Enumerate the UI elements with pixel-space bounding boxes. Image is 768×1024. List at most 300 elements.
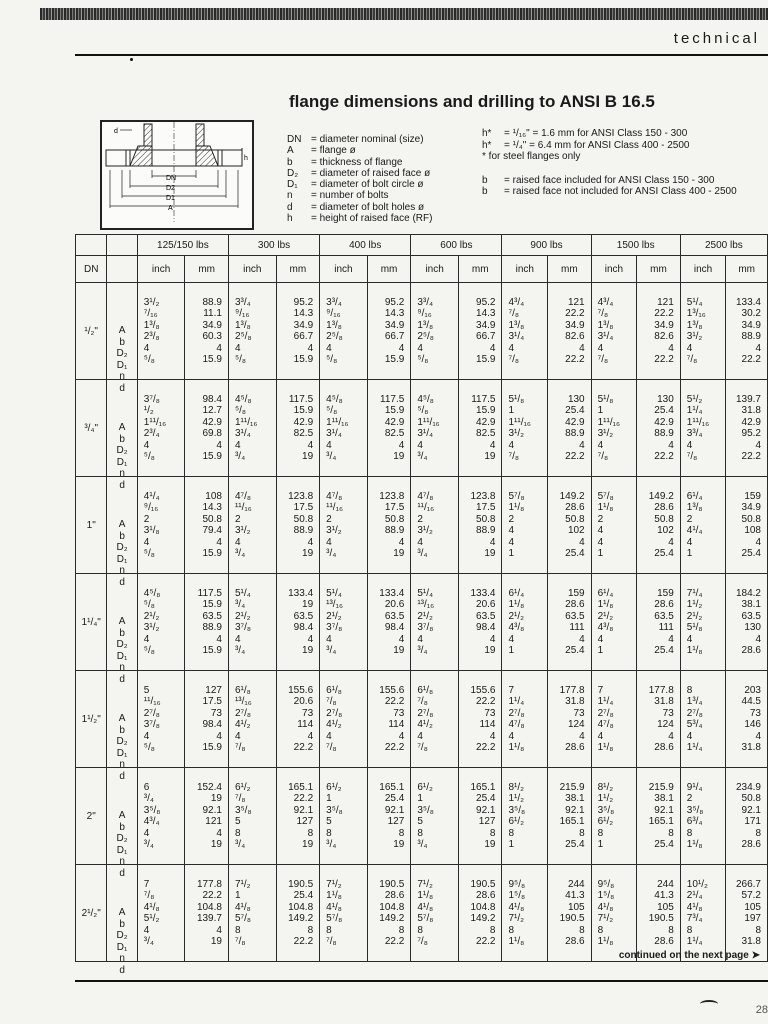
- inch-values-cell: [502, 671, 548, 768]
- table-cell-value: 19: [484, 451, 496, 462]
- table-cell-value: 8: [307, 924, 314, 936]
- table-cell-value: 4: [234, 536, 241, 548]
- table-cell-value: 139.7: [196, 913, 222, 924]
- table-cell-value: 8: [755, 827, 761, 839]
- table-cell-value: 88.9: [202, 296, 222, 308]
- section-label: technical: [673, 30, 760, 47]
- table-cell-value: 2⁷/₈: [508, 707, 525, 719]
- param-label: A: [118, 616, 126, 628]
- table-cell-value: 92.1: [476, 804, 496, 816]
- table-cell-value: 4: [398, 536, 405, 548]
- table-cell-value: 2¹/₂: [417, 610, 433, 622]
- param-labels-cell: [107, 865, 137, 976]
- mm-values-cell: [637, 768, 681, 865]
- table-cell-value: ¹³/₁₆: [234, 696, 252, 707]
- page-title: flange dimensions and drilling to ANSI B 16.5: [289, 92, 655, 111]
- mm-values-cell: [276, 380, 320, 477]
- table-cell-value: 22.2: [202, 890, 222, 901]
- unit-inch-header: inch: [228, 256, 276, 283]
- table-cell-value: 15.9: [476, 354, 496, 365]
- table-cell-value: 1¹/₄: [686, 936, 703, 947]
- table-cell-value: ⁹/₁₆: [417, 308, 432, 319]
- table-cell-value: 4: [597, 439, 604, 451]
- table-cell-value: 8: [597, 827, 604, 839]
- inch-values-cell: [411, 865, 459, 962]
- corner-cell: [76, 235, 107, 256]
- table-cell-value: 102: [657, 525, 674, 536]
- table-cell-value: 6¹/₄: [508, 587, 525, 599]
- table-cell-value: ³/₄: [417, 645, 428, 656]
- table-cell-value: 4: [508, 633, 515, 645]
- table-cell-value: 95.2: [476, 296, 496, 308]
- param-label: n: [119, 856, 125, 868]
- mm-values-cell: [548, 477, 592, 574]
- table-cell-value: 5¹/₄: [234, 587, 251, 599]
- table-cell-value: 1¹¹/₁₆: [326, 416, 349, 428]
- table-cell-value: 4: [326, 536, 332, 548]
- table-cell-value: 8: [668, 924, 674, 936]
- unit-inch-header: inch: [137, 256, 185, 283]
- table-cell-value: 121: [205, 816, 222, 827]
- inch-values-cell: [502, 380, 548, 477]
- table-cell-value: ³/₄: [143, 793, 154, 804]
- table-cell-value: 4: [398, 730, 405, 742]
- table-cell-value: 111: [569, 622, 585, 633]
- table-cell-value: 2¹/₂: [508, 610, 525, 622]
- table-cell-value: 4: [307, 439, 314, 451]
- legend-item: d = diameter of bolt holes ø: [287, 201, 425, 213]
- table-cell-value: 155.6: [379, 684, 405, 696]
- table-cell-value: 57.2: [741, 890, 761, 901]
- table-cell-value: 4: [579, 730, 585, 742]
- unit-mm-header: mm: [548, 256, 592, 283]
- table-cell-value: 190.5: [288, 878, 314, 890]
- table-cell-value: 98.4: [293, 622, 314, 633]
- param-label: D₁: [116, 650, 128, 662]
- param-label: b: [119, 821, 125, 833]
- table-cell-value: 8¹/₂: [597, 781, 614, 793]
- table-cell-value: 19: [210, 936, 222, 947]
- table-cell-value: 4: [326, 633, 332, 645]
- mm-values-cell: [458, 574, 502, 671]
- param-label: n: [119, 371, 125, 383]
- table-cell-value: ³/₄: [326, 548, 337, 559]
- table-cell-value: 165.1: [648, 816, 674, 827]
- mm-values-cell: [726, 768, 768, 865]
- inch-values-cell: [137, 865, 185, 962]
- table-cell-value: ⁵/₈: [143, 645, 155, 656]
- table-cell-value: ⁷/₈: [597, 308, 609, 319]
- inch-values-cell: [591, 768, 637, 865]
- table-cell-value: 2: [143, 513, 150, 525]
- table-cell-value: 42.9: [384, 416, 405, 428]
- table-cell-value: ³/₄: [234, 839, 246, 850]
- table-cell-value: 22.2: [654, 308, 674, 319]
- table-cell-value: 15.9: [293, 354, 314, 365]
- table-cell-value: 4: [686, 633, 693, 645]
- table-cell-value: 4: [417, 439, 423, 451]
- table-cell-value: 215.9: [559, 781, 585, 793]
- table-cell-value: 34.9: [741, 319, 761, 331]
- param-labels-cell: [107, 671, 137, 782]
- table-cell-value: 28.6: [565, 599, 585, 610]
- inch-values-cell: [137, 671, 185, 768]
- table-cell-value: 108: [744, 525, 761, 536]
- mm-values-cell: [726, 865, 768, 962]
- table-cell-value: ⁵/₈: [143, 354, 155, 365]
- note-h-400-2500: h* = ¹/₄" = 6.4 mm for ANSI Class 400 - 2500: [482, 139, 690, 151]
- table-cell-value: 4: [508, 525, 515, 536]
- table-cell-value: 159: [657, 587, 674, 599]
- inch-values-cell: [411, 671, 459, 768]
- mm-values-cell: [458, 768, 502, 865]
- mm-values-cell: [367, 477, 411, 574]
- table-cell-value: 63.5: [202, 610, 222, 622]
- table-cell-value: 19: [393, 645, 405, 656]
- table-cell-value: 105: [657, 901, 674, 913]
- inch-values-cell: [411, 768, 459, 865]
- table-cell-value: 5⁷/₈: [326, 913, 343, 924]
- table-cell-value: 4: [143, 439, 150, 451]
- unit-mm-header: mm: [367, 256, 411, 283]
- inch-values-cell: [591, 574, 637, 671]
- class-header: 600 lbs: [411, 235, 502, 256]
- table-cell-value: 1: [417, 793, 423, 804]
- table-cell-value: 41.3: [654, 890, 674, 901]
- table-cell-value: ¹³/₁₆: [417, 599, 435, 610]
- table-cell-value: 4: [234, 439, 241, 451]
- param-label: D₁: [116, 747, 128, 759]
- table-cell-value: 104.8: [379, 901, 405, 913]
- table-cell-value: 95.2: [741, 428, 761, 439]
- table-cell-value: 4: [489, 730, 496, 742]
- table-cell-value: 4: [216, 342, 222, 354]
- table-cell-value: 15.9: [202, 451, 222, 462]
- table-cell-value: 1: [508, 405, 515, 416]
- table-cell-value: 28.6: [476, 890, 496, 901]
- table-cell-value: 25.4: [654, 645, 674, 656]
- table-cell-value: 8: [668, 827, 674, 839]
- table-cell-value: 4: [417, 342, 423, 354]
- table-cell-value: 8: [597, 924, 604, 936]
- table-cell-value: 1¹¹/₁₆: [143, 416, 167, 428]
- table-cell-value: 4: [508, 439, 515, 451]
- param-label: A: [118, 713, 126, 725]
- table-cell-value: 31.8: [654, 696, 674, 707]
- table-cell-value: 88.9: [384, 525, 405, 536]
- table-cell-value: ¹¹/₁₆: [234, 502, 252, 513]
- table-cell-value: 8: [686, 924, 693, 936]
- param-labels-cell: [107, 283, 137, 394]
- table-cell-value: 22.2: [565, 354, 585, 365]
- table-cell-value: 44.5: [741, 696, 761, 707]
- table-cell-value: 28.6: [565, 742, 585, 753]
- table-cell-value: 123.8: [288, 490, 314, 502]
- table-cell-value: 92.1: [293, 804, 314, 816]
- note-h-150-300: h* = ¹/₁₆" = 1.6 mm for ANSI Class 150 - 300: [482, 128, 688, 139]
- inch-values-cell: [411, 380, 459, 477]
- table-cell-value: 88.9: [565, 428, 585, 439]
- inch-values-cell: [680, 768, 726, 865]
- table-cell-value: 8: [489, 924, 496, 936]
- table-cell-value: 19: [302, 599, 314, 610]
- table-cell-value: 266.7: [735, 878, 761, 890]
- param-label: A: [118, 325, 126, 337]
- table-cell-value: 4: [216, 827, 222, 839]
- table-cell-value: 2⁵/₈: [326, 331, 343, 342]
- table-cell-value: 73: [662, 707, 674, 719]
- class-header: 2500 lbs: [680, 235, 767, 256]
- table-cell-value: 4¹/₈: [326, 901, 342, 913]
- table-cell-value: 4: [307, 342, 314, 354]
- param-label: d: [119, 964, 125, 976]
- table-cell-value: 2⁷/₈: [326, 707, 343, 719]
- mm-values-cell: [637, 380, 681, 477]
- table-cell-value: ⁵/₈: [234, 354, 247, 365]
- table-cell-value: 5: [326, 816, 332, 827]
- inch-values-cell: [320, 574, 368, 671]
- table-cell-value: 4: [508, 536, 515, 548]
- table-cell-value: 1¹/₂: [686, 599, 703, 610]
- corner-cell: [107, 235, 137, 256]
- table-cell-value: 79.4: [202, 525, 222, 536]
- table-cell-value: 102: [567, 525, 585, 536]
- table-cell-value: 42.9: [476, 416, 496, 428]
- table-cell-value: 63.5: [293, 610, 314, 622]
- table-cell-value: 73: [484, 707, 496, 719]
- table-cell-value: 123.8: [379, 490, 405, 502]
- table-cell-value: 4¹/₄: [143, 490, 160, 502]
- table-cell-value: ³/₄: [234, 599, 246, 610]
- table-cell-value: 22.2: [565, 451, 585, 462]
- table-cell-value: 4: [417, 536, 423, 548]
- inch-values-cell: [137, 380, 185, 477]
- inch-values-cell: [137, 283, 185, 380]
- table-cell-value: 2³/₄: [143, 428, 160, 439]
- mm-values-cell: [726, 671, 768, 768]
- table-cell-value: 7¹/₂: [508, 913, 525, 924]
- table-cell-value: 1¹/₂: [597, 793, 614, 804]
- table-cell-value: 2¹/₂: [234, 610, 251, 622]
- table-cell-value: ⁷/₈: [326, 696, 337, 707]
- table-cell-value: 4: [686, 730, 693, 742]
- table-cell-value: 2⁷/₈: [143, 707, 160, 719]
- table-cell-value: ⁵/₈: [326, 405, 338, 416]
- table-cell-value: 88.9: [741, 331, 761, 342]
- table-cell-value: 105: [567, 901, 585, 913]
- table-cell-value: 2: [326, 513, 332, 525]
- table-cell-value: 42.9: [202, 416, 222, 428]
- table-cell-value: ³/₄: [417, 451, 428, 462]
- table-cell-value: ⁵/₈: [143, 548, 155, 559]
- class-header: 400 lbs: [320, 235, 411, 256]
- table-cell-value: 4³/₈: [597, 622, 614, 633]
- param-label: d: [119, 673, 125, 685]
- table-cell-value: 19: [393, 839, 405, 850]
- table-cell-value: 4: [143, 633, 150, 645]
- table-cell-value: 25.4: [293, 890, 314, 901]
- mm-values-cell: [367, 574, 411, 671]
- table-cell-value: 92.1: [654, 804, 674, 816]
- table-cell-value: 4: [143, 827, 150, 839]
- table-cell-value: 3¹/₂: [686, 331, 703, 342]
- table-cell-value: 3⁵/₈: [143, 804, 161, 816]
- table-cell-value: 3⁵/₈: [234, 804, 252, 816]
- table-cell-value: 8: [579, 924, 585, 936]
- table-cell-value: 1³/₄: [686, 696, 703, 707]
- table-cell-value: 73: [302, 707, 314, 719]
- table-cell-value: ⁵/₈: [417, 405, 429, 416]
- table-cell-value: 19: [302, 839, 314, 850]
- table-cell-value: ³/₄: [417, 548, 428, 559]
- table-cell-value: 34.9: [741, 502, 761, 513]
- table-cell-value: 5: [143, 684, 150, 696]
- table-cell-value: 8¹/₂: [508, 781, 525, 793]
- table-row: [76, 477, 768, 574]
- table-cell-value: 73: [393, 707, 405, 719]
- unit-inch-header: inch: [411, 256, 459, 283]
- table-cell-value: 2: [508, 513, 515, 525]
- param-label: b: [119, 724, 125, 736]
- table-cell-value: 4: [326, 439, 332, 451]
- table-cell-value: 82.5: [293, 428, 314, 439]
- table-cell-value: 8: [398, 827, 405, 839]
- table-cell-value: 1: [326, 793, 332, 804]
- table-cell-value: 30.2: [741, 308, 761, 319]
- table-cell-value: 8: [686, 684, 693, 696]
- table-cell-value: 19: [302, 548, 314, 559]
- table-cell-value: 4⁷/₈: [508, 719, 525, 730]
- table-cell-value: ⁷/₈: [234, 936, 246, 947]
- table-cell-value: 4: [234, 633, 241, 645]
- mm-values-cell: [367, 865, 411, 962]
- table-cell-value: 25.4: [741, 548, 761, 559]
- table-cell-value: 15.9: [476, 405, 496, 416]
- table-cell-value: 133.4: [288, 587, 314, 599]
- mm-values-cell: [458, 380, 502, 477]
- table-cell-value: 4⁵/₈: [326, 393, 343, 405]
- table-cell-value: 66.7: [476, 331, 496, 342]
- table-cell-value: 17.5: [476, 502, 496, 513]
- table-cell-value: 159: [567, 587, 585, 599]
- table-cell-value: 50.8: [565, 513, 585, 525]
- table-cell-value: 3¹/₂: [417, 525, 433, 536]
- table-cell-value: 9⁵/₈: [508, 878, 526, 890]
- table-cell-value: 92.1: [741, 804, 761, 816]
- table-cell-value: 4: [234, 342, 241, 354]
- table-cell-value: 7¹/₂: [417, 878, 433, 890]
- diagram-label-d1: D1: [166, 195, 175, 202]
- table-cell-value: ⁷/₈: [417, 936, 428, 947]
- table-row: [76, 574, 768, 671]
- table-cell-value: 4: [686, 439, 693, 451]
- table-cell-value: 4: [755, 536, 761, 548]
- table-cell-value: 4: [398, 342, 405, 354]
- legend-item: n = number of bolts: [287, 190, 389, 202]
- table-cell-value: 50.8: [654, 513, 674, 525]
- table-cell-value: 111: [658, 622, 674, 633]
- table-cell-value: 19: [393, 451, 405, 462]
- table-cell-value: 63.5: [741, 610, 761, 622]
- table-cell-value: 184.2: [735, 587, 761, 599]
- table-cell-value: 4: [579, 633, 585, 645]
- table-cell-value: 3⁷/₈: [417, 622, 434, 633]
- mm-values-cell: [548, 768, 592, 865]
- table-cell-value: 4⁷/₈: [417, 490, 434, 502]
- inch-values-cell: [228, 865, 276, 962]
- table-cell-value: 6¹/₈: [417, 684, 434, 696]
- table-cell-value: 4: [597, 342, 604, 354]
- table-cell-value: 3¹/₂: [143, 622, 160, 633]
- table-cell-value: 4: [216, 730, 222, 742]
- table-cell-value: 5¹/₂: [143, 913, 160, 924]
- note-steel: * for steel flanges only: [482, 151, 581, 162]
- table-cell-value: 8: [686, 827, 693, 839]
- table-cell-value: 1¹/₈: [597, 936, 614, 947]
- table-cell-value: 98.4: [202, 719, 222, 730]
- unit-mm-header: mm: [637, 256, 681, 283]
- table-cell-value: 28.6: [654, 936, 674, 947]
- table-cell-value: ¹³/₁₆: [326, 599, 343, 610]
- table-cell-value: 12.7: [202, 405, 222, 416]
- table-cell-value: 1¹/₈: [508, 599, 525, 610]
- table-cell-value: 4: [489, 633, 496, 645]
- table-cell-value: 165.1: [288, 781, 314, 793]
- table-cell-value: ⁷/₈: [143, 890, 155, 901]
- mm-values-cell: [367, 283, 411, 380]
- table-cell-value: ⁷/₈: [326, 936, 337, 947]
- page-number: 28: [755, 1004, 768, 1016]
- table-cell-value: 10¹/₂: [686, 878, 708, 890]
- table-cell-value: 3¹/₄: [234, 428, 251, 439]
- table-cell-value: 244: [567, 878, 585, 890]
- unit-inch-header: inch: [680, 256, 726, 283]
- mm-values-cell: [548, 380, 592, 477]
- param-label: d: [119, 770, 125, 782]
- table-cell-value: 22.2: [384, 936, 405, 947]
- mm-values-cell: [458, 283, 502, 380]
- table-cell-value: 19: [393, 548, 405, 559]
- table-cell-value: 117.5: [197, 587, 222, 599]
- table-cell-value: 139.7: [735, 393, 761, 405]
- bottom-rule: [75, 980, 768, 982]
- dn-header: DN: [76, 256, 107, 283]
- inch-values-cell: [591, 477, 637, 574]
- param-label: D₂: [116, 639, 128, 651]
- table-cell-value: 63.5: [654, 610, 674, 622]
- table-cell-value: ⁷/₁₆: [143, 308, 158, 319]
- param-label: d: [119, 576, 125, 588]
- table-cell-value: 130: [567, 393, 585, 405]
- table-cell-value: 1¹/₈: [686, 839, 703, 850]
- table-cell-value: 121: [657, 296, 674, 308]
- table-cell-value: 8: [417, 827, 423, 839]
- table-cell-value: 127: [205, 684, 222, 696]
- table-cell-value: 4: [216, 924, 222, 936]
- table-cell-value: 2⁷/₈: [597, 707, 614, 719]
- param-label: D₁: [116, 456, 128, 468]
- table-cell-value: 4: [143, 536, 150, 548]
- param-label: D₂: [116, 736, 128, 748]
- mm-values-cell: [185, 574, 229, 671]
- table-cell-value: 105: [744, 901, 761, 913]
- table-cell-value: ³/₄: [143, 839, 154, 850]
- table-cell-value: 3¹/₄: [417, 428, 434, 439]
- table-cell-value: 28.6: [741, 839, 761, 850]
- table-cell-value: 1: [597, 548, 604, 559]
- table-cell-value: 4: [668, 342, 674, 354]
- table-cell-value: 22.2: [476, 742, 496, 753]
